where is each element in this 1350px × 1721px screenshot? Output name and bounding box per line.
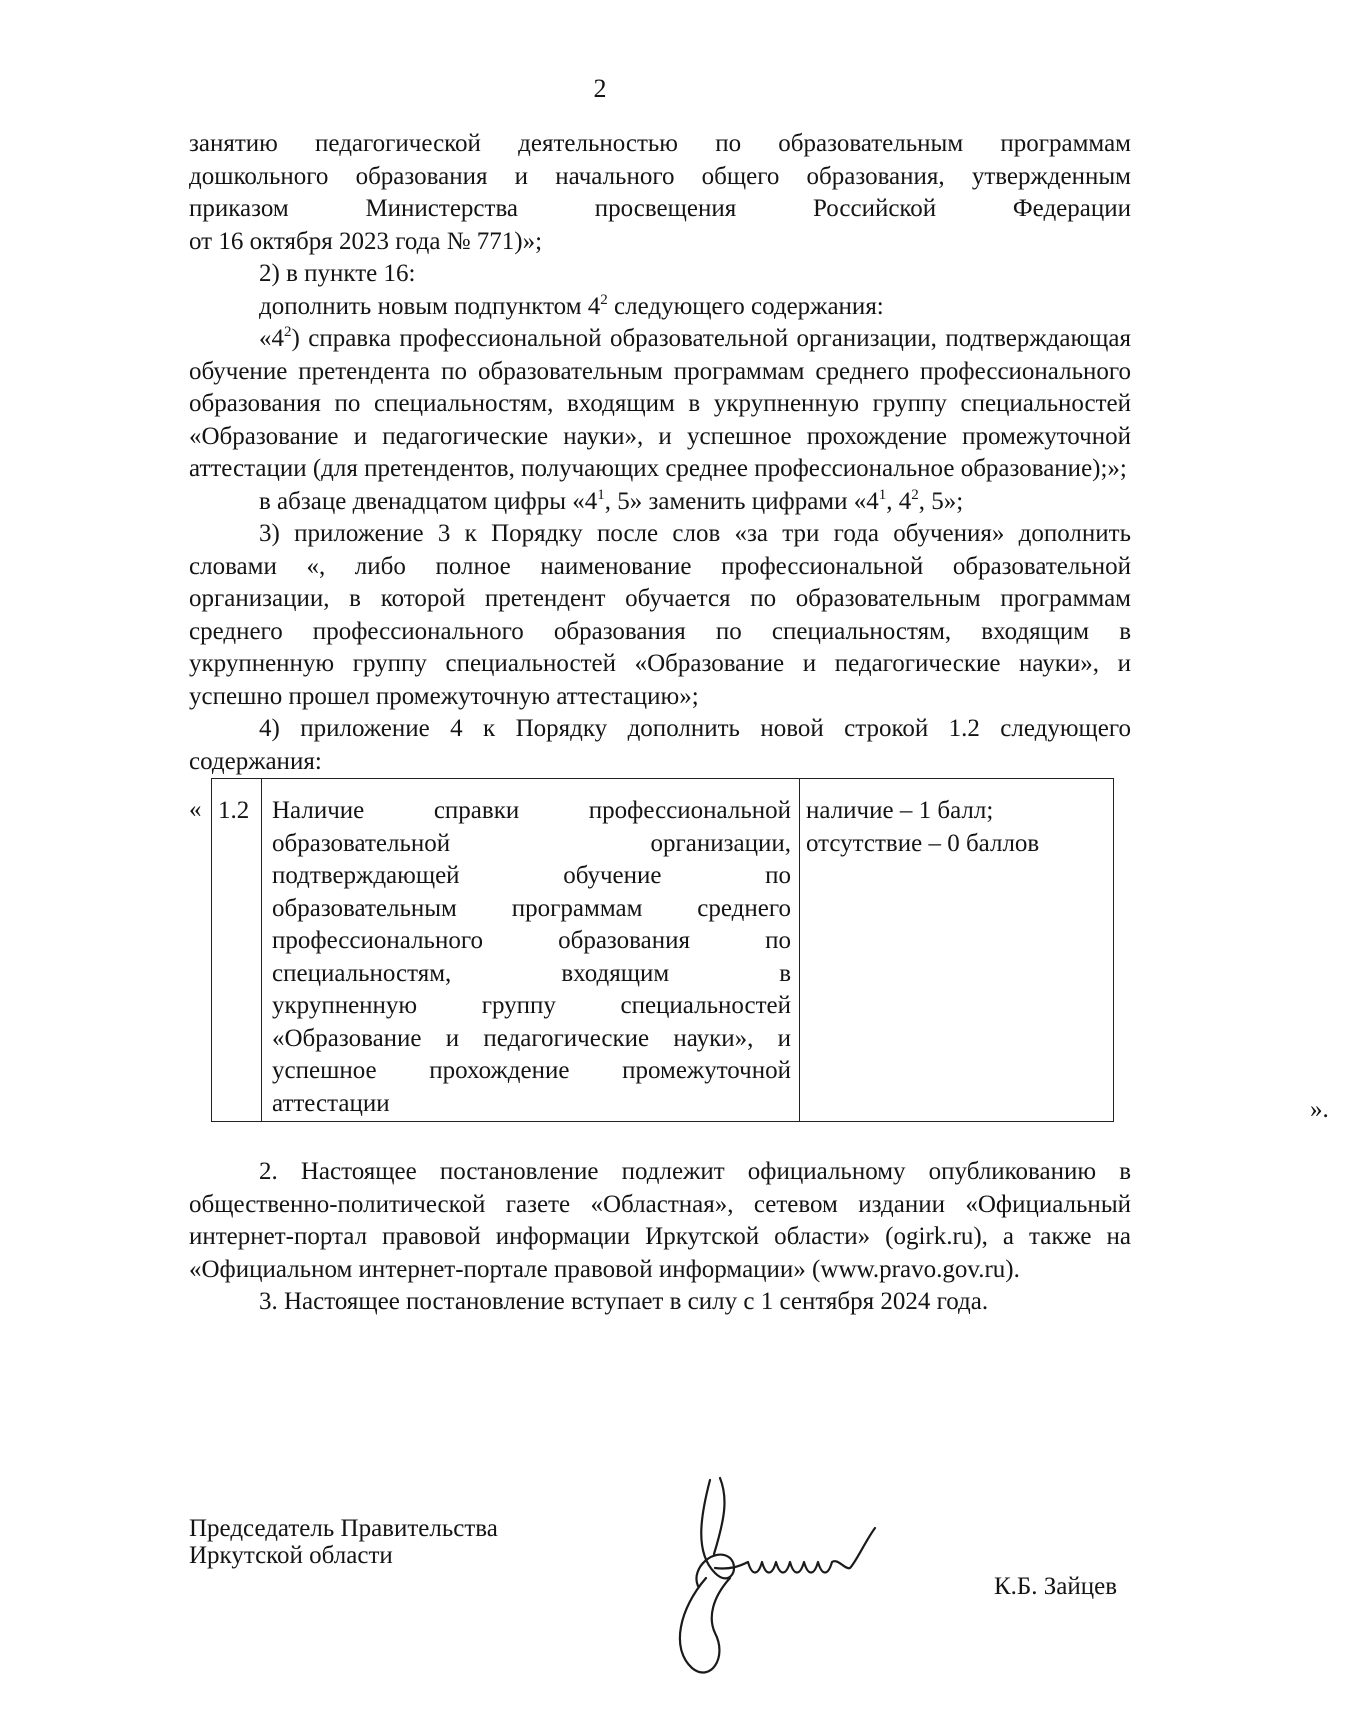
section-3-paragraph: 3. Настоящее постановление вступает в силу с 1 сентября 2024 года. (259, 1288, 989, 1315)
signatory-title-line: Иркутской области (189, 1542, 393, 1569)
page-number: 2 (593, 74, 607, 103)
criteria-table-wrapper (189, 778, 1329, 1123)
item4-paragraph: 4) приложение 4 к Порядку дополнить новой строкой 1.2 следующего содержания: (189, 715, 1131, 775)
item2-paragraph-change: в абзаце двенадцатом цифры «$4^1$, 5» заменить цифрами «$4^1$, $4^2$, 5»; (259, 486, 964, 515)
criterion-line: укрупненную группу специальностей (272, 992, 791, 1019)
criterion-line: профессионального образования по (272, 927, 791, 954)
criterion-line: аттестации (272, 1089, 390, 1117)
score-line: отсутствие – 0 баллов (806, 829, 1040, 857)
table-cell-score (800, 779, 1113, 1121)
intro-line: от 16 октября 2023 года № 771)»; (189, 227, 543, 255)
criterion-line: «Образование и педагогические науки», и (272, 1024, 791, 1052)
criterion-line: специальностям, входящим в (272, 959, 791, 987)
criterion-line: подтверждающей обучение по (272, 862, 791, 889)
handwritten-signature-icon (670, 1458, 930, 1688)
table-quote-open: « (189, 796, 202, 823)
signatory-name: К.Б. Зайцев (994, 1573, 1118, 1600)
intro-line: приказом Министерства просвещения Российской Федерации (189, 195, 1131, 222)
item2-heading: 2) в пункте 16: (259, 260, 416, 287)
criterion-line: образовательной организации, (272, 829, 791, 857)
intro-line: дошкольного образования и начального общего образования, утвержденным (189, 162, 1131, 190)
table-cell-number: 1.2 (212, 779, 262, 1121)
criterion-line: Наличие справки профессиональной (272, 797, 791, 824)
table-quote-close: ». (1310, 1096, 1329, 1123)
criteria-table (211, 778, 1114, 1122)
document-body (189, 128, 1329, 1319)
signatory-title-line: Председатель Правительства (189, 1515, 498, 1542)
criterion-line: образовательным программам среднего (272, 894, 791, 922)
item2-add-subpoint: дополнить новым подпунктом $4^2$ следующего содержания: (259, 291, 884, 320)
criterion-line: успешное прохождение промежуточной (272, 1057, 791, 1084)
item2-quote: «$4^2$) справка профессиональной образовательной организации, подтверждающая обучение претендента по образовательным программам среднего профессионального образования по специальностям, входящим в укрупненную группу специальностей «Образование и педагогические науки», и успешное прохождение промежуточной аттестации (для претендентов, получающих среднее профессиональное образование);»; (189, 324, 1131, 482)
table-cell-criterion (262, 779, 800, 1121)
section-2-paragraph: 2. Настоящее постановление подлежит официальному опубликованию в общественно-политической газете «Областная», сетевом издании «Официальный интернет-портал правовой информации Иркутской области» (ogirk.ru), а также на «Официальном интернет-портале правовой информации» (www.pravo.gov.ru). (189, 1158, 1131, 1283)
item3-paragraph: 3) приложение 3 к Порядку после слов «за три года обучения» дополнить словами «, либо полное наименование профессиональной образовательной организации, в которой претендент обучается по образовательным программам среднего профессионального образования по специальностям, входящим в укрупненную группу специальностей «Образование и педагогические науки», и успешно прошел промежуточную аттестацию»; (189, 520, 1131, 710)
intro-line: занятию педагогической деятельностью по образовательным программам (189, 130, 1131, 157)
score-line: наличие – 1 балл; (806, 797, 994, 824)
signatory-title (189, 1515, 498, 1569)
